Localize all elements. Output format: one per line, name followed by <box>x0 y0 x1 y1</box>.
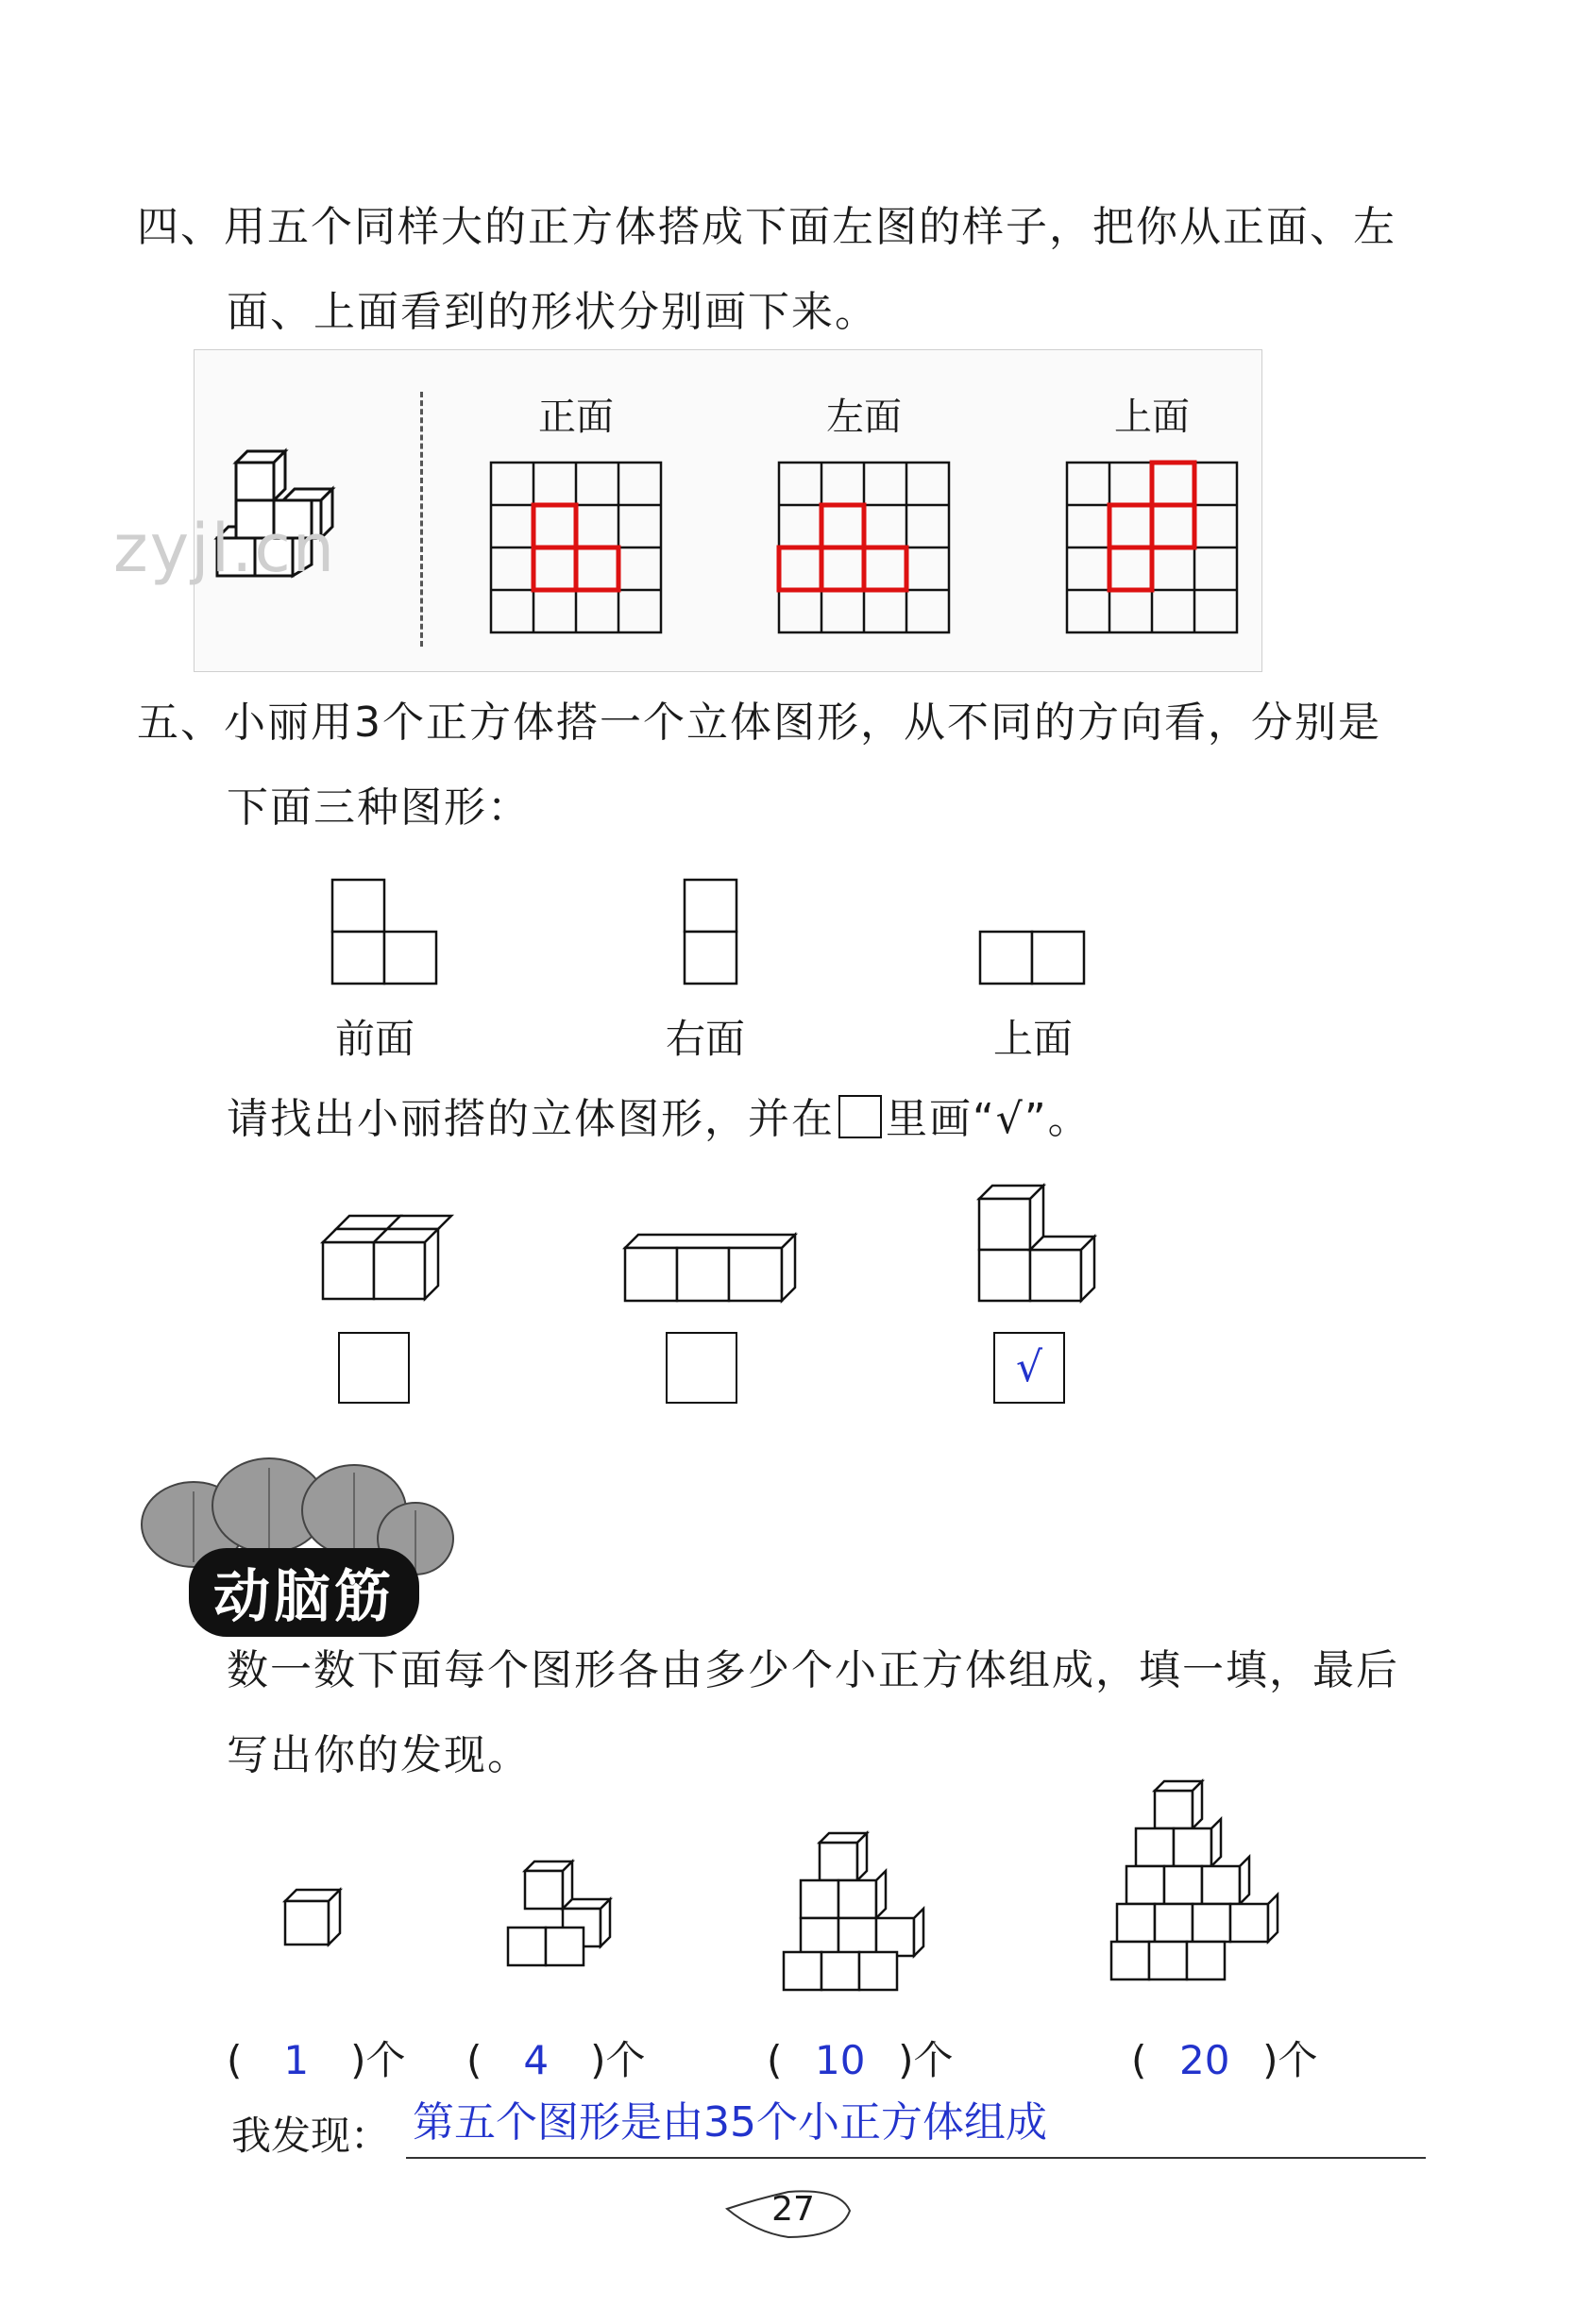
discovery-answer[interactable]: 第五个图形是由35个小正方体组成 <box>413 2098 1047 2147</box>
caption-front: 正面 <box>538 396 614 439</box>
caption-left: 左面 <box>826 396 902 439</box>
view-label-top: 上面 <box>993 1016 1074 1062</box>
solid-option-1 <box>321 1208 453 1307</box>
view-top-shape <box>978 930 1087 986</box>
open-paren: ( <box>767 2037 783 2083</box>
grid-left <box>779 463 949 632</box>
count-unit: 个 <box>605 2037 646 2083</box>
q5-instruction <box>227 1093 1092 1146</box>
checkbox-option-1[interactable] <box>338 1332 410 1404</box>
close-paren: ) <box>898 2037 914 2083</box>
stack-2 <box>506 1860 619 1968</box>
count-1-value[interactable]: 1 <box>283 2037 310 2083</box>
brain-line2: 写出你的发现。 <box>227 1731 531 1779</box>
stack-1 <box>283 1888 345 1949</box>
count-4 <box>1131 2029 1318 2086</box>
solid-option-2 <box>623 1227 803 1307</box>
view-front-shape <box>330 878 439 986</box>
close-paren: ) <box>350 2037 366 2083</box>
count-unit: 个 <box>1278 2037 1318 2083</box>
count-unit: 个 <box>365 2037 406 2083</box>
view-label-right: 右面 <box>666 1016 746 1062</box>
page-number: 27 <box>771 2190 815 2229</box>
q4-line1: 四、用五个同样大的正方体搭成下面左图的样子，把你从正面、左 <box>137 203 1396 251</box>
q5-line1: 五、小丽用3个正方体搭一个立体图形，从不同的方向看，分别是 <box>137 699 1381 747</box>
panel-divider <box>420 392 423 647</box>
count-2 <box>466 2029 646 2086</box>
count-1 <box>227 2029 406 2086</box>
q5-line2: 下面三种图形： <box>227 783 531 832</box>
grid-top <box>1067 463 1237 632</box>
open-paren: ( <box>227 2037 243 2083</box>
count-4-value[interactable]: 20 <box>1179 2037 1230 2083</box>
count-3 <box>767 2029 954 2086</box>
caption-top: 上面 <box>1114 396 1190 439</box>
stack-3 <box>782 1831 952 1992</box>
instruction-post: 里画“√”。 <box>886 1095 1092 1143</box>
view-label-front: 前面 <box>335 1016 415 1062</box>
section-badge: 动脑筋 <box>189 1548 419 1637</box>
open-paren: ( <box>466 2037 482 2083</box>
count-3-value[interactable]: 10 <box>815 2037 866 2083</box>
instruction-pre: 请找出小丽搭的立体图形，并在 <box>227 1095 835 1143</box>
count-2-value[interactable]: 4 <box>523 2037 550 2083</box>
checkbox-option-2[interactable] <box>666 1332 737 1404</box>
count-unit: 个 <box>913 2037 954 2083</box>
stack-4 <box>1109 1779 1336 1992</box>
q4-line2: 面、上面看到的形状分别画下来。 <box>227 288 878 336</box>
discovery-label: 我发现： <box>231 2113 391 2159</box>
view-right-shape <box>683 878 739 986</box>
solid-option-3 <box>977 1180 1105 1307</box>
close-paren: ) <box>1262 2037 1278 2083</box>
discovery-underline <box>406 2157 1426 2159</box>
watermark: zyjl.cn <box>113 510 337 587</box>
close-paren: ) <box>590 2037 606 2083</box>
checkbox-option-3[interactable]: √ <box>993 1332 1065 1404</box>
open-paren: ( <box>1131 2037 1147 2083</box>
inline-box <box>838 1095 882 1138</box>
grid-front <box>491 463 661 632</box>
brain-line1: 数一数下面每个图形各由多少个小正方体组成，填一填，最后 <box>227 1646 1399 1694</box>
